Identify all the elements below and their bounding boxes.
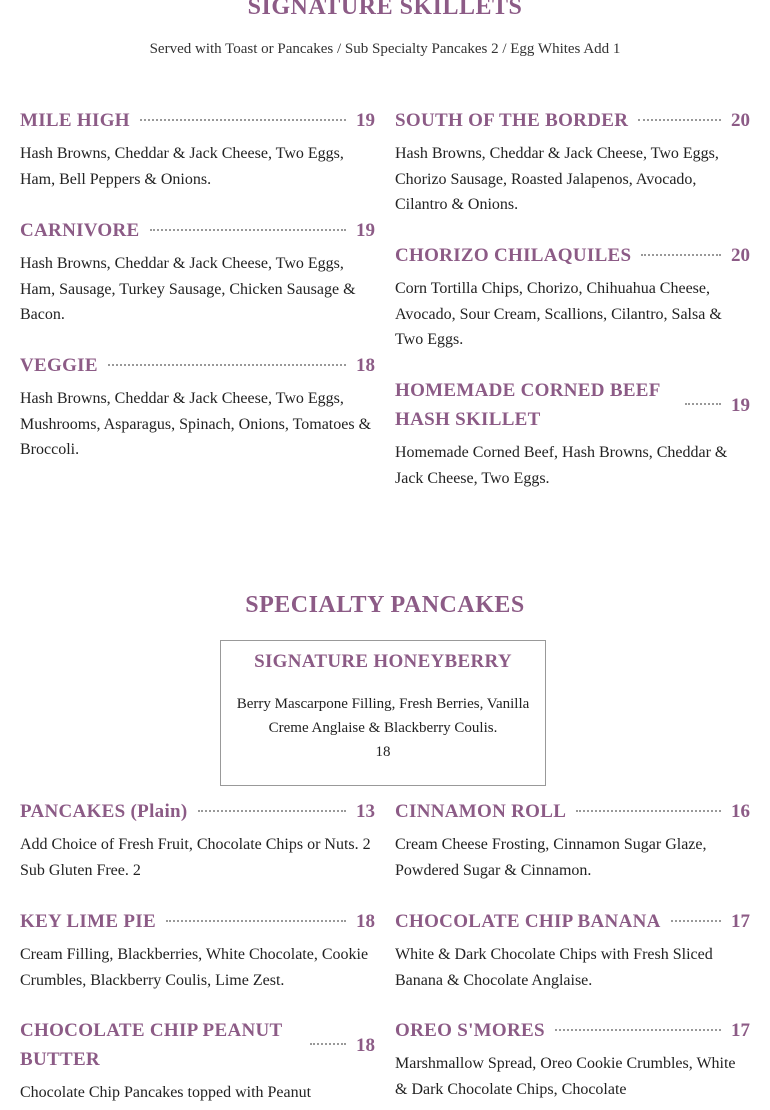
dotted-leader xyxy=(140,119,346,121)
item-name: CHOCOLATE CHIP PEANUT BUTTER xyxy=(20,1020,283,1070)
item-price: 18 xyxy=(356,911,375,932)
dotted-leader xyxy=(638,119,721,121)
item-name: OREO S'MORES xyxy=(395,1020,545,1041)
item-description: Hash Browns, Cheddar & Jack Cheese, Two Eggs, Chorizo Sausage, Roasted Jalapenos, Avocado, Cilantro & Onions. xyxy=(395,145,719,213)
menu-item-chocolate-chip-banana xyxy=(395,907,750,993)
item-price: 17 xyxy=(731,911,750,932)
item-description: Cream Filling, Blackberries, White Chocolate, Cookie Crumbles, Blackberry Coulis, Lime Zest. xyxy=(20,946,369,989)
dotted-leader xyxy=(198,810,346,812)
item-description: Chocolate Chip Pancakes topped with Peanut xyxy=(20,1084,312,1101)
menu-item-chorizo-chilaquiles xyxy=(395,241,750,353)
item-name: CHOCOLATE CHIP BANANA xyxy=(395,911,661,932)
menu-item-veggie xyxy=(20,351,375,463)
item-price: 16 xyxy=(731,801,750,822)
item-name: HOMEMADE CORNED BEEF HASH SKILLET xyxy=(395,380,660,430)
item-description: Add Choice of Fresh Fruit, Chocolate Chips or Nuts. 2 Sub Gluten Free. 2 xyxy=(20,836,371,879)
featured-item-box xyxy=(220,640,546,786)
item-description: Hash Browns, Cheddar & Jack Cheese, Two Eggs, Ham, Bell Peppers & Onions. xyxy=(20,145,344,188)
item-description: Cream Cheese Frosting, Cinnamon Sugar Glaze, Powdered Sugar & Cinnamon. xyxy=(395,836,707,879)
item-price: 20 xyxy=(731,245,750,266)
menu-item-pancakes-plain xyxy=(20,797,375,883)
menu-item-mile-high xyxy=(20,106,375,192)
item-description: Marshmallow Spread, Oreo Cookie Crumbles, White & Dark Chocolate Chips, Chocolate xyxy=(395,1055,736,1098)
item-name: KEY LIME PIE xyxy=(20,911,156,932)
dotted-leader xyxy=(166,920,346,922)
item-description: Homemade Corned Beef, Hash Browns, Cheddar & Jack Cheese, Two Eggs. xyxy=(395,444,728,487)
item-price: 18 xyxy=(356,1034,375,1056)
item-name: SOUTH OF THE BORDER xyxy=(395,110,629,131)
dotted-leader xyxy=(310,1043,346,1045)
dotted-leader xyxy=(671,920,721,922)
featured-item-price: 18 xyxy=(375,744,391,760)
dotted-leader xyxy=(685,403,721,405)
menu-item-cinnamon-roll xyxy=(395,797,750,883)
dotted-leader xyxy=(641,254,721,256)
menu-item-key-lime-pie xyxy=(20,907,375,993)
item-name: PANCAKES (Plain) xyxy=(20,801,188,822)
item-description: White & Dark Chocolate Chips with Fresh Sliced Banana & Chocolate Anglaise. xyxy=(395,946,713,989)
menu-item-carnivore xyxy=(20,216,375,328)
item-price: 20 xyxy=(731,110,750,131)
menu-item-oreo-smores xyxy=(395,1016,750,1102)
section-title-pancakes: SPECIALTY PANCAKES xyxy=(245,592,525,618)
item-price: 19 xyxy=(356,110,375,131)
item-description: Hash Browns, Cheddar & Jack Cheese, Two Eggs, Ham, Sausage, Turkey Sausage, Chicken Sausage & Bacon. xyxy=(20,255,356,323)
menu-item-chocolate-chip-peanut-butter xyxy=(20,1016,375,1106)
dotted-leader xyxy=(108,364,346,366)
item-price: 13 xyxy=(356,801,375,822)
menu-item-south-of-the-border xyxy=(395,106,750,218)
item-description: Corn Tortilla Chips, Chorizo, Chihuahua Cheese, Avocado, Sour Cream, Scallions, Cilantro, Salsa & Two Eggs. xyxy=(395,280,722,348)
item-price: 17 xyxy=(731,1020,750,1041)
item-price: 19 xyxy=(731,394,750,416)
item-price: 18 xyxy=(356,355,375,376)
item-name: VEGGIE xyxy=(20,355,98,376)
item-price: 19 xyxy=(356,220,375,241)
dotted-leader xyxy=(576,810,721,812)
item-description: Hash Browns, Cheddar & Jack Cheese, Two Eggs, Mushrooms, Asparagus, Spinach, Onions, Tomatoes & Broccoli. xyxy=(20,390,372,458)
item-name: CARNIVORE xyxy=(20,220,140,241)
item-name: MILE HIGH xyxy=(20,110,130,131)
section-title-skillets: SIGNATURE SKILLETS xyxy=(247,0,523,20)
featured-item-name: SIGNATURE HONEYBERRY xyxy=(254,651,512,672)
item-name: CINNAMON ROLL xyxy=(395,801,567,822)
dotted-leader xyxy=(555,1029,721,1031)
dotted-leader xyxy=(150,229,347,231)
item-name: CHORIZO CHILAQUILES xyxy=(395,245,632,266)
menu-item-corned-beef-hash xyxy=(395,376,750,491)
skillets-subtitle: Served with Toast or Pancakes / Sub Specialty Pancakes 2 / Egg Whites Add 1 xyxy=(149,41,621,57)
featured-item-description: Berry Mascarpone Filling, Fresh Berries, Vanilla Creme Anglaise & Blackberry Coulis. xyxy=(236,696,530,736)
